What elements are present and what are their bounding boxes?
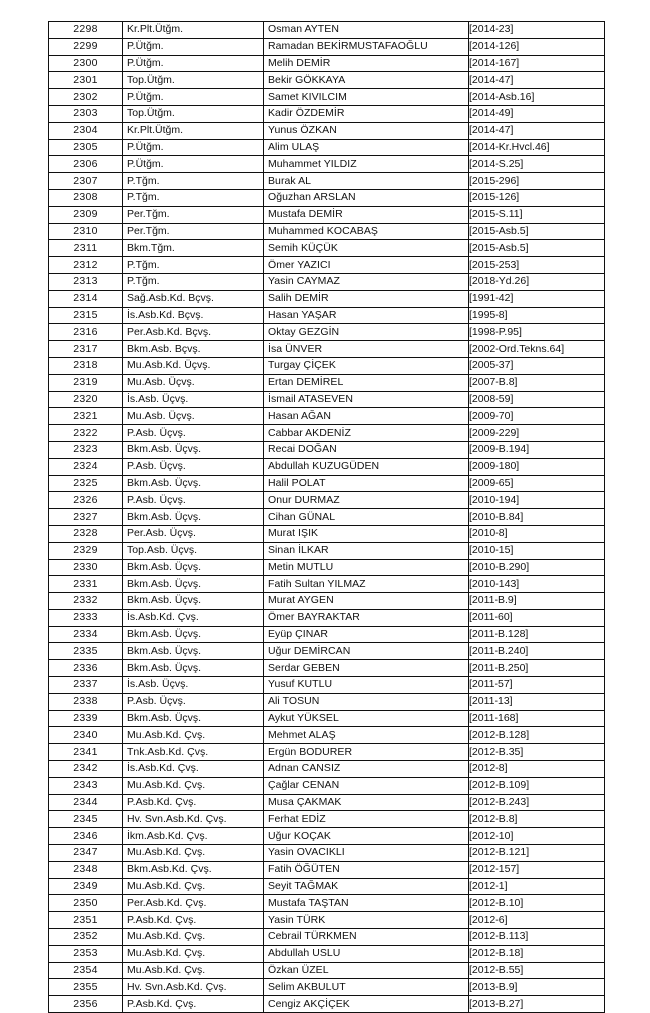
cell-registry: [2009-180] [469,458,605,475]
cell-no: 2327 [49,509,123,526]
cell-rank: P.Asb.Kd. Çvş. [123,996,264,1013]
cell-rank: Mu.Asb.Kd. Çvş. [123,962,264,979]
cell-no: 2311 [49,240,123,257]
cell-name: Mustafa TAŞTAN [264,895,469,912]
table-row [49,777,605,794]
cell-no: 2308 [49,189,123,206]
cell-name: Fatih Sultan YILMAZ [264,576,469,593]
table-row [49,542,605,559]
cell-registry: [2010-B.290] [469,559,605,576]
cell-name: Melih DEMİR [264,55,469,72]
cell-rank: P.Asb. Üçvş. [123,458,264,475]
cell-name: Cabbar AKDENİZ [264,425,469,442]
cell-name: Semih KÜÇÜK [264,240,469,257]
cell-no: 2332 [49,593,123,610]
cell-no: 2355 [49,979,123,996]
cell-rank: Per.Asb.Kd. Çvş. [123,895,264,912]
cell-no: 2353 [49,945,123,962]
cell-name: Muhammet YILDIZ [264,156,469,173]
cell-rank: İs.Asb. Üçvş. [123,391,264,408]
cell-no: 2325 [49,475,123,492]
cell-rank: Top.Asb. Üçvş. [123,542,264,559]
table-row [49,189,605,206]
cell-no: 2302 [49,89,123,106]
cell-rank: Kr.Plt.Ütğm. [123,22,264,39]
cell-no: 2303 [49,105,123,122]
cell-rank: Hv. Svn.Asb.Kd. Çvş. [123,811,264,828]
cell-no: 2317 [49,341,123,358]
cell-no: 2298 [49,22,123,39]
cell-rank: Bkm.Asb. Üçvş. [123,626,264,643]
roster-table-body [49,22,605,1013]
cell-no: 2324 [49,458,123,475]
cell-registry: [2014-49] [469,105,605,122]
table-row [49,173,605,190]
cell-rank: İs.Asb. Üçvş. [123,677,264,694]
table-row [49,492,605,509]
table-row [49,324,605,341]
table-row [49,693,605,710]
cell-no: 2341 [49,744,123,761]
table-row [49,341,605,358]
table-row [49,559,605,576]
cell-rank: P.Tğm. [123,257,264,274]
cell-rank: Bkm.Asb. Üçvş. [123,559,264,576]
cell-name: Recai DOĞAN [264,441,469,458]
cell-name: Turgay ÇİÇEK [264,357,469,374]
cell-registry: [2010-15] [469,542,605,559]
cell-rank: İs.Asb.Kd. Çvş. [123,609,264,626]
table-row [49,55,605,72]
cell-no: 2340 [49,727,123,744]
cell-rank: P.Tğm. [123,273,264,290]
cell-registry: [2012-6] [469,912,605,929]
table-row [49,811,605,828]
cell-rank: Mu.Asb.Kd. Çvş. [123,727,264,744]
cell-no: 2351 [49,912,123,929]
cell-name: Yasin OVACIKLI [264,845,469,862]
cell-rank: Per.Tğm. [123,223,264,240]
cell-rank: Bkm.Asb. Üçvş. [123,593,264,610]
cell-registry: [2011-168] [469,710,605,727]
cell-registry: [2012-8] [469,761,605,778]
cell-registry: [2018-Yd.26] [469,273,605,290]
cell-no: 2347 [49,845,123,862]
table-row [49,105,605,122]
cell-no: 2345 [49,811,123,828]
cell-registry: [2012-B.18] [469,945,605,962]
cell-registry: [2015-S.11] [469,206,605,223]
cell-no: 2300 [49,55,123,72]
cell-name: Osman AYTEN [264,22,469,39]
cell-no: 2335 [49,643,123,660]
table-row [49,290,605,307]
table-row [49,72,605,89]
cell-rank: Mu.Asb.Kd. Çvş. [123,845,264,862]
cell-registry: [2012-B.113] [469,929,605,946]
cell-rank: Sağ.Asb.Kd. Bçvş. [123,290,264,307]
cell-registry: [2012-B.121] [469,845,605,862]
table-row [49,223,605,240]
cell-registry: [2012-B.55] [469,962,605,979]
cell-name: Abdullah KUZUGÜDEN [264,458,469,475]
cell-rank: İs.Asb.Kd. Çvş. [123,761,264,778]
cell-name: Uğur KOÇAK [264,828,469,845]
cell-no: 2349 [49,878,123,895]
cell-name: Mustafa DEMİR [264,206,469,223]
cell-rank: Bkm.Asb. Üçvş. [123,441,264,458]
cell-name: Çağlar CENAN [264,777,469,794]
cell-name: Cebrail TÜRKMEN [264,929,469,946]
table-row [49,878,605,895]
table-row [49,273,605,290]
cell-registry: [2012-1] [469,878,605,895]
table-row [49,89,605,106]
cell-registry: [2012-B.8] [469,811,605,828]
cell-registry: [2012-B.35] [469,744,605,761]
cell-registry: [2014-126] [469,38,605,55]
cell-registry: [2010-B.84] [469,509,605,526]
cell-name: Uğur DEMİRCAN [264,643,469,660]
table-row [49,139,605,156]
cell-name: Yusuf KUTLU [264,677,469,694]
cell-no: 2307 [49,173,123,190]
table-row [49,307,605,324]
cell-name: Ali TOSUN [264,693,469,710]
cell-name: Muhammed KOCABAŞ [264,223,469,240]
cell-rank: Mu.Asb.Kd. Üçvş. [123,357,264,374]
cell-registry: [2015-Asb.5] [469,240,605,257]
cell-no: 2331 [49,576,123,593]
table-row [49,576,605,593]
cell-registry: [2013-B.27] [469,996,605,1013]
cell-no: 2322 [49,425,123,442]
cell-name: Onur DURMAZ [264,492,469,509]
cell-rank: Bkm.Asb.Kd. Çvş. [123,861,264,878]
cell-name: İsa ÜNVER [264,341,469,358]
cell-registry: [2009-70] [469,408,605,425]
cell-no: 2312 [49,257,123,274]
cell-no: 2301 [49,72,123,89]
cell-name: Murat AYGEN [264,593,469,610]
cell-registry: [2014-167] [469,55,605,72]
table-row [49,240,605,257]
cell-registry: [2012-10] [469,828,605,845]
cell-name: Yasin TÜRK [264,912,469,929]
cell-rank: Mu.Asb.Kd. Çvş. [123,929,264,946]
personnel-roster-table [48,21,605,1013]
table-row [49,660,605,677]
cell-no: 2337 [49,677,123,694]
cell-registry: [2012-B.10] [469,895,605,912]
cell-name: Samet KIVILCIM [264,89,469,106]
cell-rank: Tnk.Asb.Kd. Çvş. [123,744,264,761]
cell-no: 2356 [49,996,123,1013]
cell-registry: [1998-P.95] [469,324,605,341]
cell-name: Selim AKBULUT [264,979,469,996]
cell-name: Cengiz AKÇİÇEK [264,996,469,1013]
table-row [49,156,605,173]
table-row [49,979,605,996]
cell-registry: [2012-B.128] [469,727,605,744]
cell-registry: [2015-126] [469,189,605,206]
cell-name: Ferhat EDİZ [264,811,469,828]
cell-registry: [2009-229] [469,425,605,442]
cell-rank: P.Ütğm. [123,89,264,106]
cell-rank: P.Asb.Kd. Çvş. [123,912,264,929]
cell-no: 2320 [49,391,123,408]
cell-rank: P.Asb.Kd. Çvş. [123,794,264,811]
cell-no: 2321 [49,408,123,425]
table-row [49,458,605,475]
cell-name: Hasan AĞAN [264,408,469,425]
cell-registry: [2011-60] [469,609,605,626]
cell-no: 2330 [49,559,123,576]
table-row [49,845,605,862]
cell-rank: P.Asb. Üçvş. [123,492,264,509]
cell-no: 2309 [49,206,123,223]
cell-no: 2350 [49,895,123,912]
cell-registry: [2011-B.128] [469,626,605,643]
cell-name: Salih DEMİR [264,290,469,307]
cell-name: İsmail ATASEVEN [264,391,469,408]
cell-rank: Per.Asb.Kd. Bçvş. [123,324,264,341]
table-row [49,744,605,761]
cell-name: Murat IŞIK [264,525,469,542]
cell-rank: P.Ütğm. [123,55,264,72]
cell-rank: İkm.Asb.Kd. Çvş. [123,828,264,845]
table-row [49,122,605,139]
cell-registry: [2009-B.194] [469,441,605,458]
cell-name: Yunus ÖZKAN [264,122,469,139]
cell-rank: P.Asb. Üçvş. [123,693,264,710]
cell-registry: [2010-143] [469,576,605,593]
table-row [49,525,605,542]
table-row [49,593,605,610]
cell-no: 2329 [49,542,123,559]
cell-registry: [2012-157] [469,861,605,878]
cell-rank: Mu.Asb.Kd. Çvş. [123,945,264,962]
cell-registry: [1995-8] [469,307,605,324]
table-row [49,794,605,811]
cell-rank: Mu.Asb.Kd. Çvş. [123,777,264,794]
table-row [49,425,605,442]
cell-no: 2326 [49,492,123,509]
table-row [49,391,605,408]
cell-rank: Top.Ütğm. [123,105,264,122]
cell-registry: [2012-B.243] [469,794,605,811]
cell-no: 2346 [49,828,123,845]
table-row [49,962,605,979]
cell-registry: [2012-B.109] [469,777,605,794]
cell-rank: P.Ütğm. [123,38,264,55]
cell-no: 2305 [49,139,123,156]
cell-no: 2319 [49,374,123,391]
table-row [49,912,605,929]
cell-registry: [2011-B.9] [469,593,605,610]
cell-registry: [2008-59] [469,391,605,408]
cell-no: 2299 [49,38,123,55]
cell-rank: Bkm.Asb. Üçvş. [123,509,264,526]
cell-registry: [1991-42] [469,290,605,307]
cell-rank: Mu.Asb.Kd. Çvş. [123,878,264,895]
cell-registry: [2014-47] [469,122,605,139]
cell-name: Yasin CAYMAZ [264,273,469,290]
cell-name: Ömer YAZICI [264,257,469,274]
cell-registry: [2015-Asb.5] [469,223,605,240]
table-row [49,509,605,526]
cell-rank: P.Asb. Üçvş. [123,425,264,442]
cell-registry: [2014-Kr.Hvcl.46] [469,139,605,156]
cell-registry: [2011-57] [469,677,605,694]
cell-rank: P.Tğm. [123,189,264,206]
cell-name: Bekir GÖKKAYA [264,72,469,89]
cell-rank: Hv. Svn.Asb.Kd. Çvş. [123,979,264,996]
cell-no: 2328 [49,525,123,542]
cell-rank: Bkm.Asb. Üçvş. [123,660,264,677]
cell-rank: Bkm.Asb. Bçvş. [123,341,264,358]
cell-rank: Bkm.Tğm. [123,240,264,257]
table-row [49,206,605,223]
table-row [49,761,605,778]
cell-registry: [2011-13] [469,693,605,710]
cell-registry: [2002-Ord.Tekns.64] [469,341,605,358]
cell-name: Ramadan BEKİRMUSTAFAOĞLU [264,38,469,55]
table-row [49,475,605,492]
table-row [49,441,605,458]
cell-no: 2336 [49,660,123,677]
cell-name: Abdullah USLU [264,945,469,962]
cell-rank: Bkm.Asb. Üçvş. [123,643,264,660]
cell-registry: [2015-296] [469,173,605,190]
cell-rank: Bkm.Asb. Üçvş. [123,576,264,593]
cell-no: 2352 [49,929,123,946]
cell-no: 2344 [49,794,123,811]
cell-registry: [2010-194] [469,492,605,509]
table-row [49,643,605,660]
cell-no: 2339 [49,710,123,727]
cell-rank: Bkm.Asb. Üçvş. [123,710,264,727]
cell-no: 2343 [49,777,123,794]
cell-name: Sinan İLKAR [264,542,469,559]
cell-no: 2354 [49,962,123,979]
cell-registry: [2014-47] [469,72,605,89]
cell-name: Hasan YAŞAR [264,307,469,324]
cell-registry: [2014-S.25] [469,156,605,173]
cell-registry: [2009-65] [469,475,605,492]
cell-no: 2306 [49,156,123,173]
table-row [49,609,605,626]
cell-rank: Bkm.Asb. Üçvş. [123,475,264,492]
cell-registry: [2005-37] [469,357,605,374]
cell-registry: [2007-B.8] [469,374,605,391]
cell-name: Eyüp ÇINAR [264,626,469,643]
table-row [49,710,605,727]
cell-no: 2313 [49,273,123,290]
table-row [49,996,605,1013]
cell-rank: Per.Asb. Üçvş. [123,525,264,542]
cell-name: Kadir ÖZDEMİR [264,105,469,122]
cell-no: 2314 [49,290,123,307]
cell-registry: [2011-B.250] [469,660,605,677]
cell-no: 2310 [49,223,123,240]
cell-name: Oktay GEZGİN [264,324,469,341]
table-row [49,727,605,744]
table-row [49,374,605,391]
cell-name: Halil POLAT [264,475,469,492]
cell-no: 2304 [49,122,123,139]
cell-rank: Top.Ütğm. [123,72,264,89]
cell-registry: [2010-8] [469,525,605,542]
table-row [49,257,605,274]
cell-name: Ömer BAYRAKTAR [264,609,469,626]
cell-name: Fatih ÖĞÜTEN [264,861,469,878]
table-row [49,945,605,962]
cell-name: Adnan CANSIZ [264,761,469,778]
cell-no: 2323 [49,441,123,458]
cell-rank: Per.Tğm. [123,206,264,223]
cell-registry: [2014-Asb.16] [469,89,605,106]
cell-no: 2334 [49,626,123,643]
table-row [49,626,605,643]
cell-name: Seyit TAĞMAK [264,878,469,895]
cell-name: Serdar GEBEN [264,660,469,677]
cell-rank: Mu.Asb. Üçvş. [123,408,264,425]
cell-rank: Mu.Asb. Üçvş. [123,374,264,391]
table-row [49,677,605,694]
cell-name: Ergün BODURER [264,744,469,761]
cell-rank: P.Ütğm. [123,156,264,173]
cell-name: Alim ULAŞ [264,139,469,156]
cell-no: 2316 [49,324,123,341]
cell-name: Özkan ÜZEL [264,962,469,979]
cell-name: Burak AL [264,173,469,190]
table-row [49,22,605,39]
cell-rank: Kr.Plt.Ütğm. [123,122,264,139]
cell-name: Mehmet ALAŞ [264,727,469,744]
cell-no: 2333 [49,609,123,626]
cell-no: 2338 [49,693,123,710]
cell-rank: İs.Asb.Kd. Bçvş. [123,307,264,324]
cell-no: 2348 [49,861,123,878]
cell-no: 2342 [49,761,123,778]
table-row [49,357,605,374]
cell-registry: [2013-B.9] [469,979,605,996]
table-row [49,828,605,845]
cell-registry: [2014-23] [469,22,605,39]
cell-name: Cihan GÜNAL [264,509,469,526]
cell-rank: P.Ütğm. [123,139,264,156]
cell-name: Aykut YÜKSEL [264,710,469,727]
cell-registry: [2011-B.240] [469,643,605,660]
table-row [49,861,605,878]
cell-name: Ertan DEMİREL [264,374,469,391]
cell-name: Oğuzhan ARSLAN [264,189,469,206]
cell-name: Musa ÇAKMAK [264,794,469,811]
table-row [49,408,605,425]
table-row [49,929,605,946]
cell-rank: P.Tğm. [123,173,264,190]
cell-name: Metin MUTLU [264,559,469,576]
cell-no: 2318 [49,357,123,374]
cell-no: 2315 [49,307,123,324]
table-row [49,895,605,912]
table-row [49,38,605,55]
cell-registry: [2015-253] [469,257,605,274]
